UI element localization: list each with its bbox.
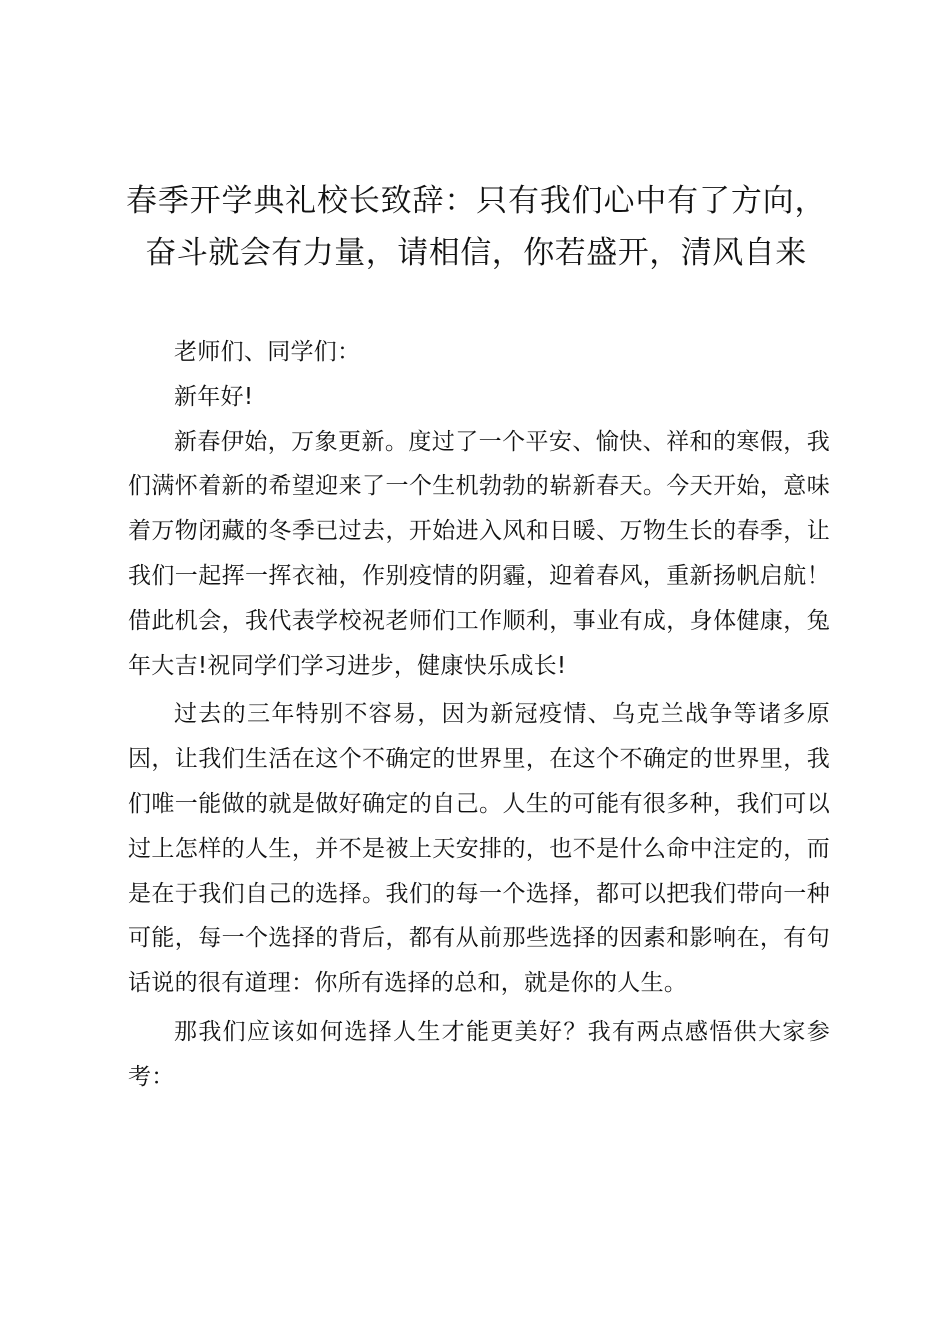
greeting-paragraph: 新年好! xyxy=(174,383,254,410)
body-paragraph: 新春伊始，万象更新。度过了一个平安、愉快、祥和的寒假，我们满怀着新的希望迎来了一个生机勃勃的崭新春天。今天开始，意味着万物闭藏的冬季已过去，开始进入风和日暖、万物生长的春季，让我们一起挥一挥衣袖，作别疫情的阴霾，迎着春风，重新扬帆启航！借此机会，我代表学校祝老师们工作顺利，事业有成，身体健康，兔年大吉!祝同学们学习进步，健康快乐成长! xyxy=(128,428,830,679)
document-title: 春季开学典礼校长致辞：只有我们心中有了方向，奋斗就会有力量，请相信，你若盛开，清风自来 xyxy=(126,183,826,271)
salutation-paragraph: 老师们、同学们： xyxy=(174,339,361,365)
document-body xyxy=(128,330,830,1100)
body-paragraph: 过去的三年特别不容易，因为新冠疫情、乌克兰战争等诸多原因，让我们生活在这个不确定的世界里，在这个不确定的世界里，我们唯一能做的就是做好确定的自己。人生的可能有很多种，我们可以过上怎样的人生，并不是被上天安排的，也不是什么命中注定的，而是在于我们自己的选择。我们的每一个选择，都可以把我们带向一种可能，每一个选择的背后，都有从前那些选择的因素和影响在，有句话说的很有道理：你所有选择的总和，就是你的人生。 xyxy=(128,701,830,997)
body-paragraph: 那我们应该如何选择人生才能更美好？我有两点感悟供大家参考： xyxy=(128,1018,830,1090)
